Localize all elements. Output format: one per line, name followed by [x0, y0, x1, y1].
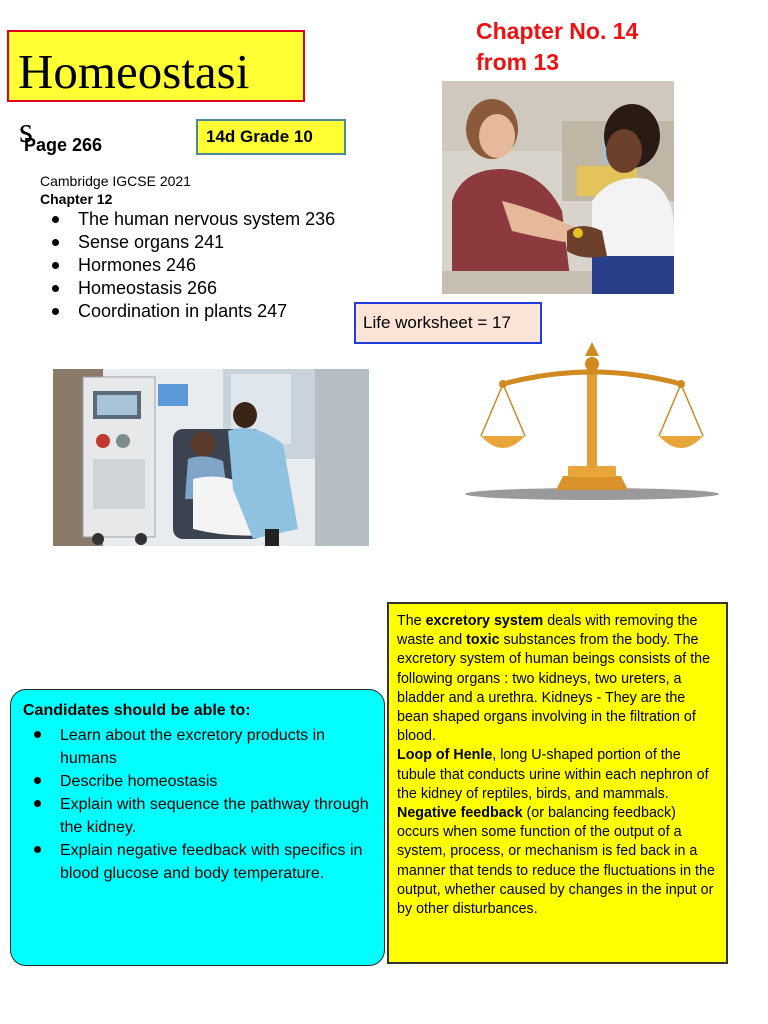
page-title: Homeostasi [18, 44, 250, 99]
list-item: Coordination in plants 247 [40, 300, 370, 323]
grade-badge: 14d Grade 10 [196, 119, 346, 155]
text-span: substances from the body. The excretory system of human beings consists of the following organs : two kidneys, two ureters, a bladder and a urethra. Kidneys - They are the bean shaped organs involving in the filtration of blood. [397, 632, 711, 745]
page-title-overflow: s [19, 110, 34, 150]
text-span: The [397, 613, 426, 629]
bold-term: excretory system [425, 613, 544, 629]
list-item: Sense organs 241 [40, 231, 370, 254]
topic-list [40, 208, 370, 323]
list-item: Describe homeostasis [23, 770, 374, 793]
objectives-heading: Candidates should be able to: [23, 702, 251, 719]
source-book: Cambridge IGCSE 2021 [40, 173, 191, 189]
chapter-note-line-2: from 13 [476, 49, 560, 75]
dialysis-photo [53, 369, 369, 546]
source-chapter: Chapter 12 [40, 191, 113, 207]
text-span: deals with removing the waste and [397, 613, 698, 649]
negative-feedback-paragraph [397, 804, 718, 919]
balance-scale-icon [463, 340, 721, 504]
worksheet-badge: Life worksheet = 17 [354, 302, 542, 344]
chapter-note-line-1: Chapter No. 14 [476, 18, 639, 44]
excretory-system-paragraph [397, 612, 718, 746]
bold-term: Loop of Henle [397, 747, 493, 764]
list-item: Explain negative feedback with specifics in blood glucose and body temperature. [23, 839, 374, 885]
list-item: Learn about the excretory products in humans [23, 724, 374, 770]
chapter-note [476, 16, 638, 78]
objectives-list [23, 724, 374, 885]
learning-objectives-box [10, 689, 385, 966]
bold-term: toxic [466, 632, 500, 649]
list-item: Homeostasis 266 [40, 277, 370, 300]
list-item: Explain with sequence the pathway through the kidney. [23, 793, 374, 839]
page-reference: Page 266 [24, 135, 103, 155]
text-span: , long U-shaped portion of the tubule that conducts urine within each nephron of the kidney of reptiles, birds, and mammals. [397, 747, 709, 802]
classroom-photo [442, 81, 674, 294]
list-item: Hormones 246 [40, 254, 370, 277]
definitions-box [387, 602, 728, 964]
bold-term: Negative feedback [397, 805, 523, 822]
loop-of-henle-paragraph [397, 746, 718, 804]
list-item: The human nervous system 236 [40, 208, 370, 231]
text-span: (or balancing feedback) occurs when some function of the output of a system, process, or mechanism is fed back in a manner that tends to reduce the fluctuations in the output, whether caused by changes in the input or by other disturbances. [397, 805, 715, 918]
